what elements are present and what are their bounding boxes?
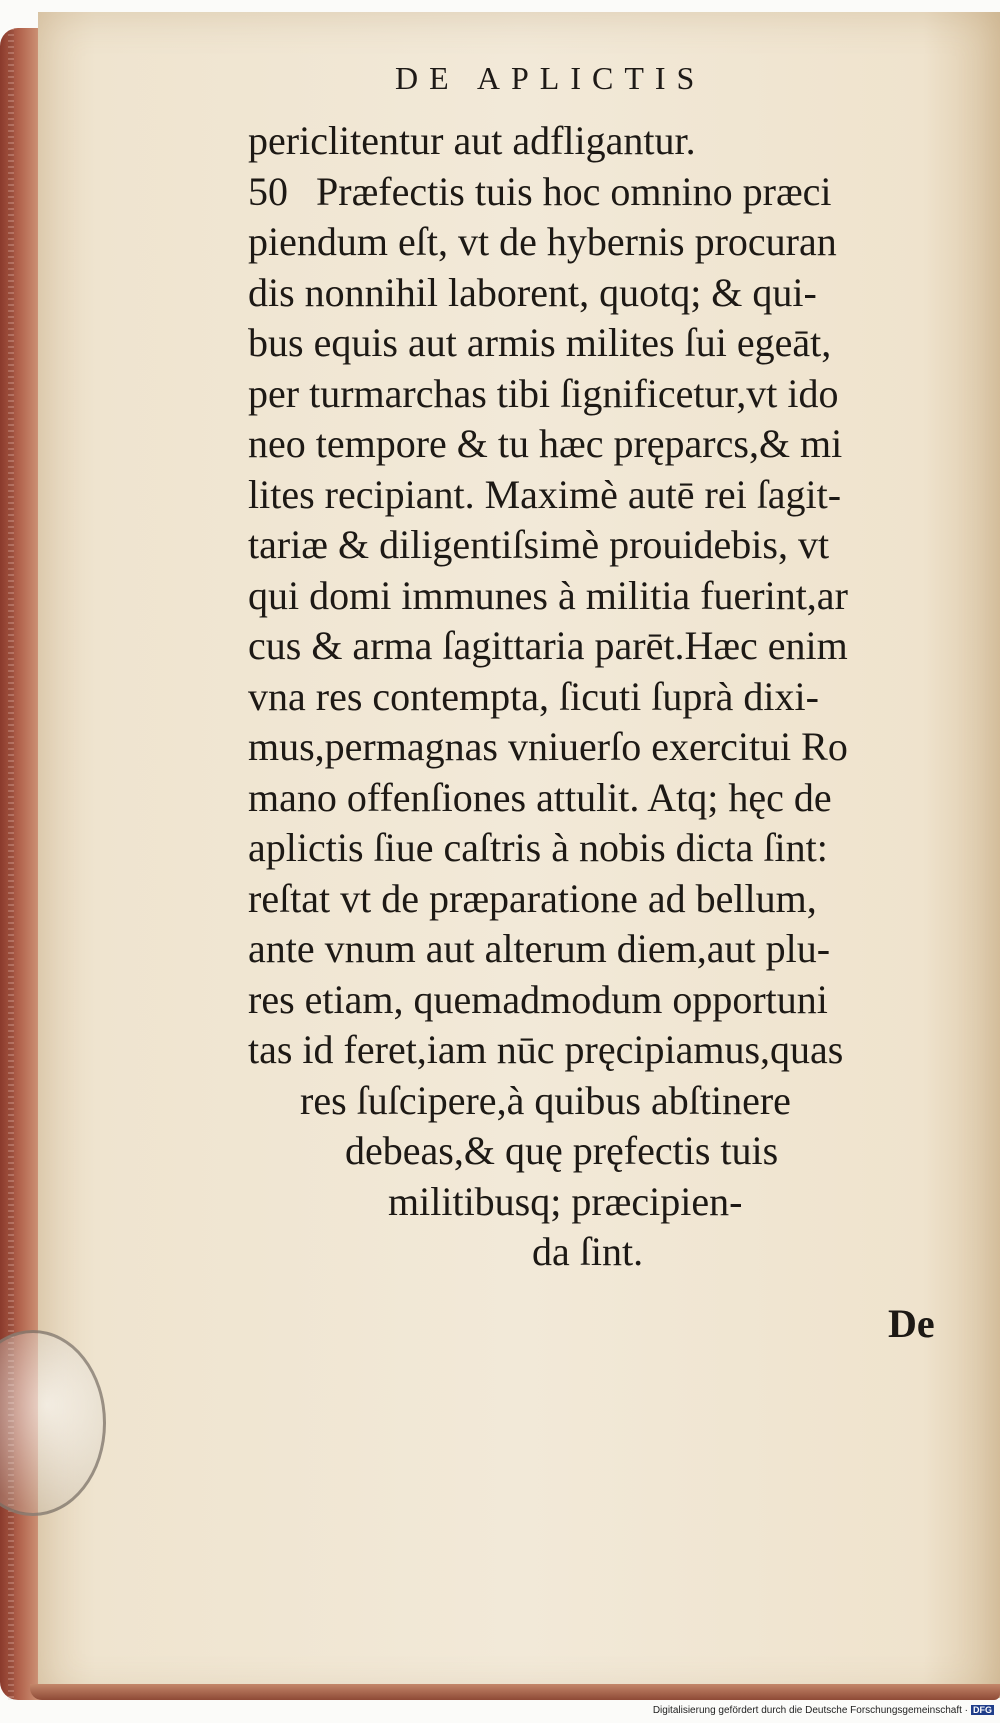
running-head: DE APLICTIS: [395, 60, 706, 96]
closing-line: militibusq; præcipien-: [388, 1178, 743, 1224]
digitization-credit: [653, 1705, 994, 1716]
text-line: lites recipiant. Maximè autē rei ſagit-: [248, 471, 842, 517]
text-line: res etiam, quemadmodum opportuni: [248, 976, 828, 1022]
closing-line: da ſint.: [532, 1229, 644, 1274]
catchword: De: [888, 1301, 935, 1346]
text-line: bus equis aut armis milites ſui egeāt,: [248, 320, 832, 365]
text-block: [248, 116, 968, 1278]
section-number: 50: [248, 168, 288, 214]
text-line: tas id feret,iam nūc pręcipiamus,quas: [248, 1027, 844, 1072]
text-line: reſtat vt de præparatione ad bellum,: [248, 875, 817, 921]
text-line: ante vnum aut alterum diem,aut plu-: [248, 926, 831, 971]
book-bottom-edge: [30, 1684, 1000, 1700]
closing-line: res ſuſcipere,à quibus abſtinere: [300, 1077, 791, 1123]
text-line: aplictis ſiue caſtris à nobis dicta ſint:: [248, 825, 828, 870]
credit-text: Digitalisierung gefördert durch die Deutsche Forschungsgemeinschaft ·: [652, 1705, 968, 1716]
text-line: cus & arma ſagittaria parēt.Hæc enim: [248, 623, 848, 668]
text-line: tariæ & diligentiſsimè prouidebis, vt: [248, 522, 830, 567]
text-line: periclitentur aut adfligantur.: [248, 118, 696, 163]
dfg-logo: DFG: [973, 1705, 992, 1715]
text-line: per turmarchas tibi ſignificetur,vt ido: [248, 370, 839, 416]
text-line: [248, 167, 968, 218]
text-line: mus,permagnas vniuerſo exercitui Ro: [248, 724, 848, 769]
text-line: mano offenſiones attulit. Atq; hęc de: [248, 774, 832, 820]
text-line-content: Præfectis tuis hoc omnino præci: [316, 168, 832, 214]
closing-line: debeas,& quę pręfectis tuis: [345, 1128, 779, 1173]
text-line: qui domi immunes à militia fuerint,ar: [248, 572, 848, 618]
text-line: dis nonnihil laborent, quotq; & qui-: [248, 269, 817, 315]
text-line: vna res contempta, ſicuti ſuprà dixi-: [248, 673, 819, 719]
text-line: piendum eſt, vt de hybernis procuran: [248, 219, 837, 264]
text-line: neo tempore & tu hæc pręparcs,& mi: [248, 421, 843, 466]
